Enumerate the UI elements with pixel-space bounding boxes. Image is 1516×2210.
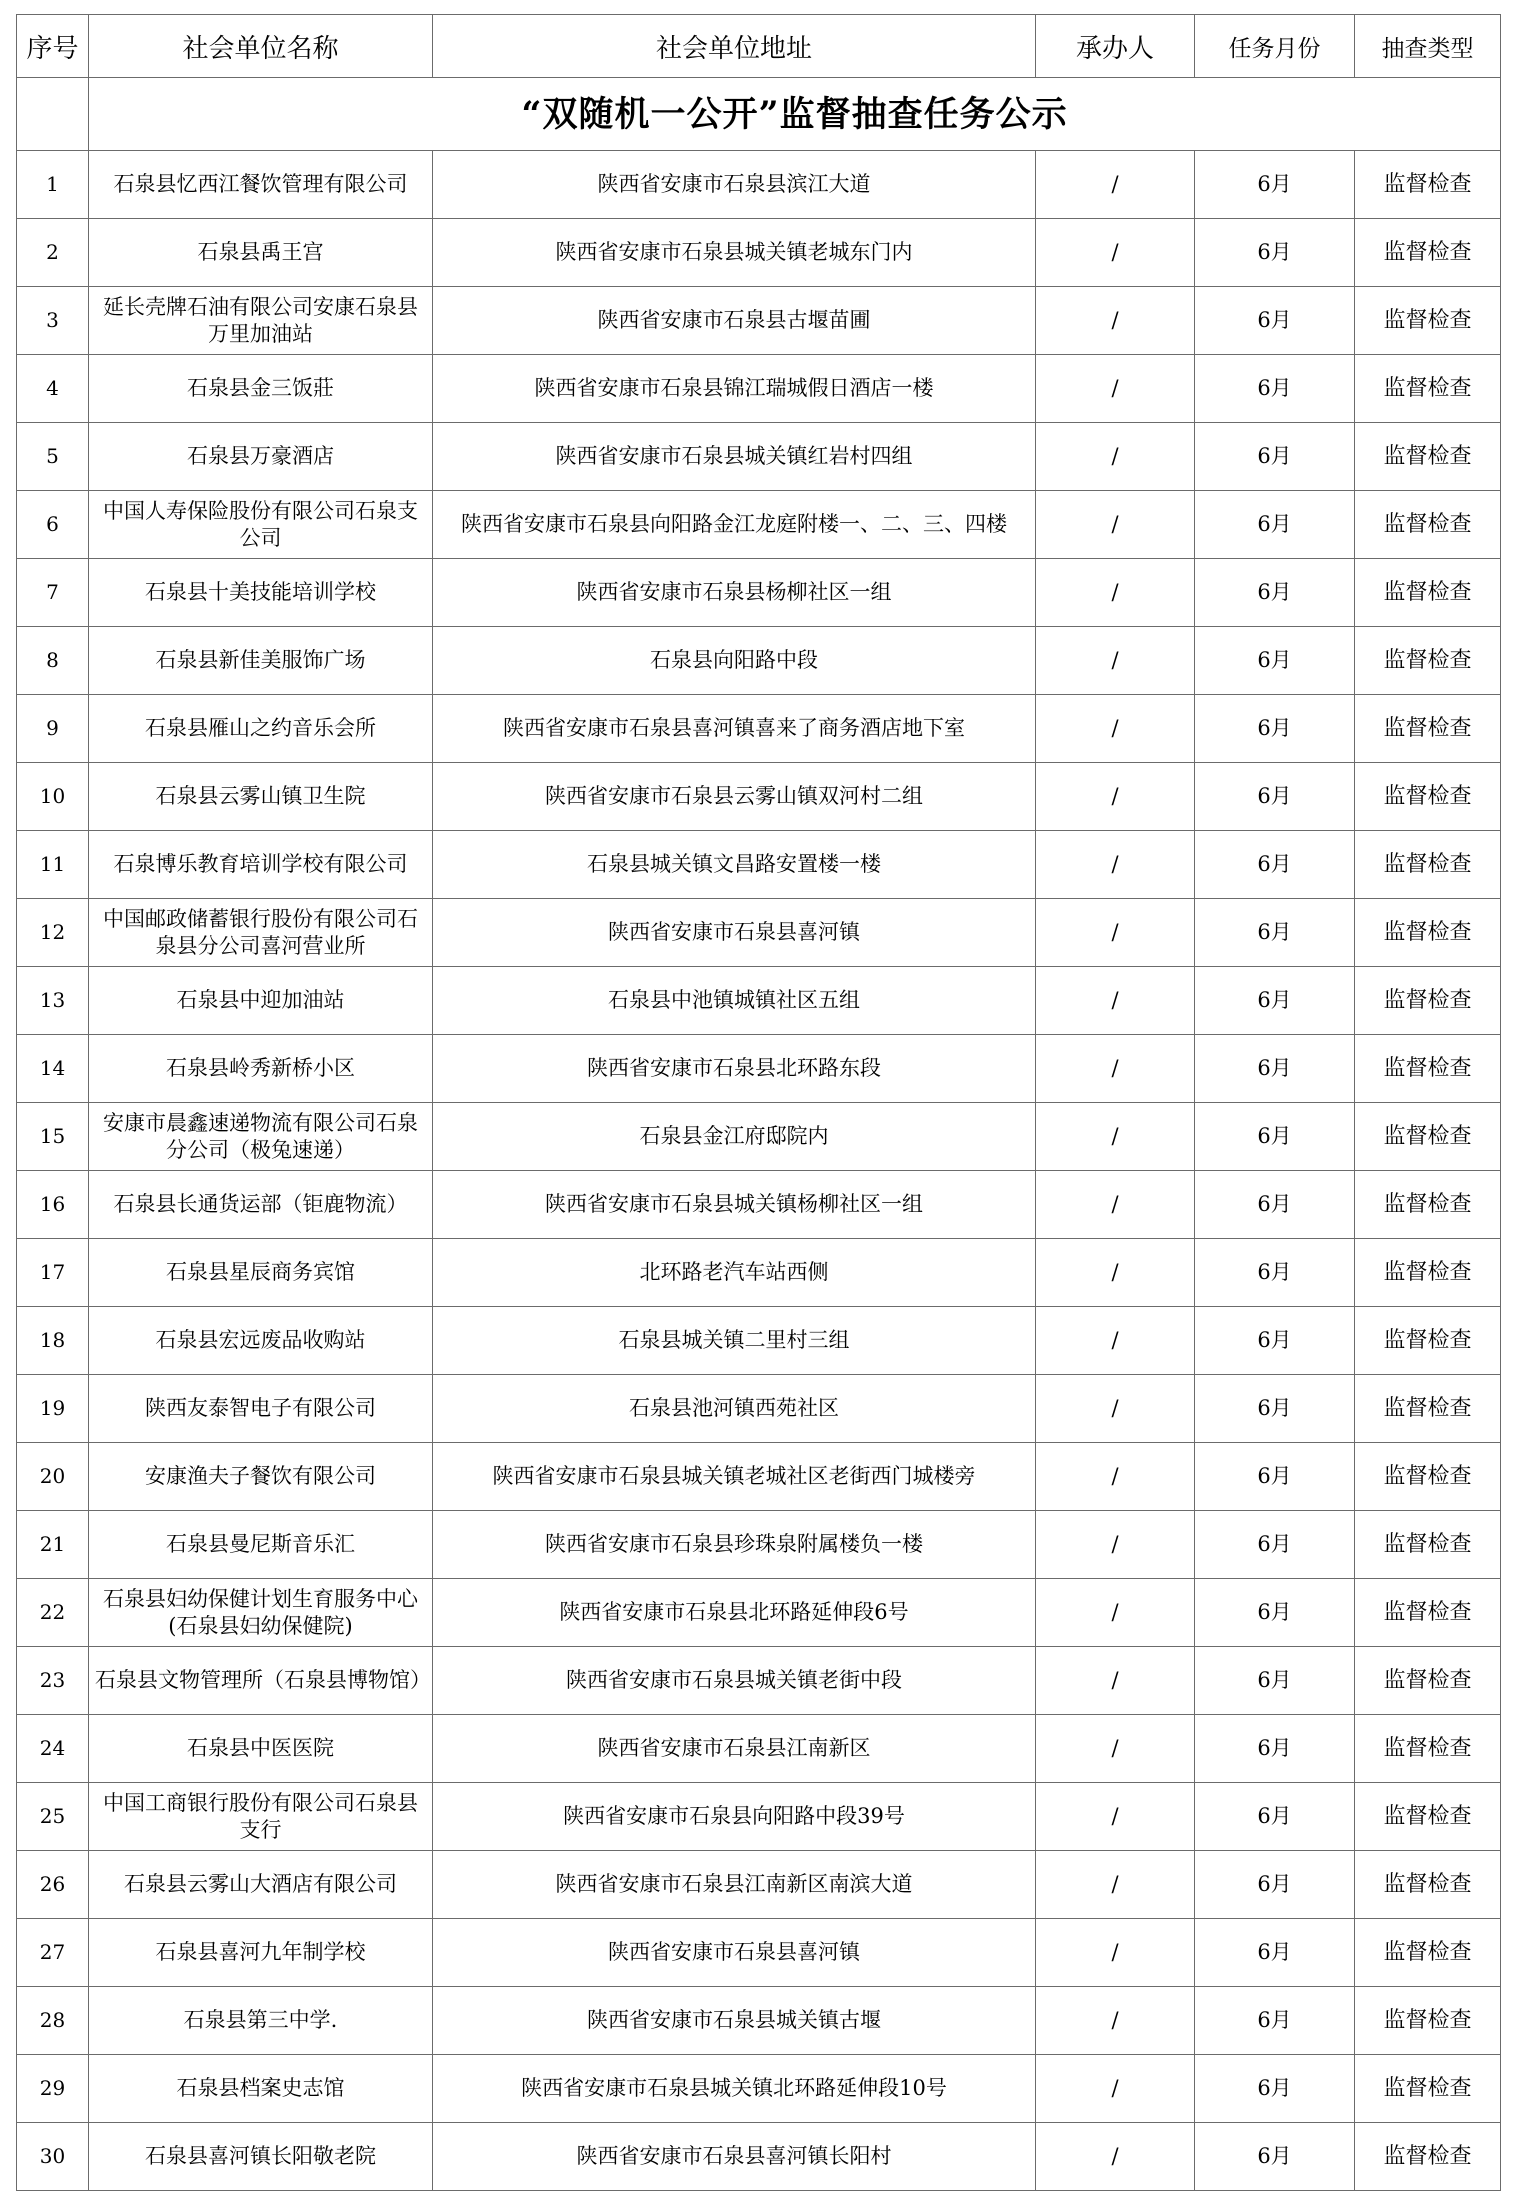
cell-unit-name: 中国人寿保险股份有限公司石泉支公司	[89, 491, 433, 559]
cell-unit-name: 陕西友泰智电子有限公司	[89, 1375, 433, 1443]
table-row	[17, 559, 1501, 627]
cell-unit-address: 陕西省安康市石泉县城关镇老街中段	[433, 1647, 1036, 1715]
cell-task-month: 6月	[1195, 1443, 1355, 1511]
table-row	[17, 1035, 1501, 1103]
cell-unit-name: 石泉县忆西江餐饮管理有限公司	[89, 151, 433, 219]
cell-seq: 26	[17, 1851, 89, 1919]
table-row	[17, 1375, 1501, 1443]
cell-handler: /	[1036, 2123, 1195, 2191]
cell-unit-address: 石泉县金江府邸院内	[433, 1103, 1036, 1171]
table-body	[17, 151, 1501, 2191]
cell-seq: 10	[17, 763, 89, 831]
cell-task-month: 6月	[1195, 1307, 1355, 1375]
cell-unit-name: 石泉县中迎加油站	[89, 967, 433, 1035]
cell-handler: /	[1036, 1851, 1195, 1919]
cell-seq: 8	[17, 627, 89, 695]
cell-check-type: 监督检查	[1355, 1511, 1501, 1579]
cell-unit-name: 延长壳牌石油有限公司安康石泉县万里加油站	[89, 287, 433, 355]
cell-unit-address: 陕西省安康市石泉县锦江瑞城假日酒店一楼	[433, 355, 1036, 423]
cell-check-type: 监督检查	[1355, 1103, 1501, 1171]
table-row	[17, 1579, 1501, 1647]
header-address: 社会单位地址	[433, 15, 1036, 78]
cell-unit-address: 陕西省安康市石泉县江南新区	[433, 1715, 1036, 1783]
cell-handler: /	[1036, 1307, 1195, 1375]
header-month: 任务月份	[1195, 15, 1355, 78]
cell-seq: 1	[17, 151, 89, 219]
cell-unit-name: 石泉博乐教育培训学校有限公司	[89, 831, 433, 899]
cell-handler: /	[1036, 2055, 1195, 2123]
cell-handler: /	[1036, 1443, 1195, 1511]
cell-task-month: 6月	[1195, 831, 1355, 899]
cell-seq: 29	[17, 2055, 89, 2123]
cell-unit-address: 陕西省安康市石泉县古堰苗圃	[433, 287, 1036, 355]
cell-handler: /	[1036, 219, 1195, 287]
cell-handler: /	[1036, 1103, 1195, 1171]
table-row	[17, 1511, 1501, 1579]
cell-handler: /	[1036, 1239, 1195, 1307]
cell-seq: 24	[17, 1715, 89, 1783]
cell-unit-address: 石泉县向阳路中段	[433, 627, 1036, 695]
cell-check-type: 监督检查	[1355, 491, 1501, 559]
cell-unit-address: 陕西省安康市石泉县北环路东段	[433, 1035, 1036, 1103]
cell-task-month: 6月	[1195, 1715, 1355, 1783]
table-row	[17, 1307, 1501, 1375]
table-row	[17, 2123, 1501, 2191]
cell-unit-name: 石泉县档案史志馆	[89, 2055, 433, 2123]
cell-handler: /	[1036, 559, 1195, 627]
cell-unit-name: 石泉县新佳美服饰广场	[89, 627, 433, 695]
cell-handler: /	[1036, 355, 1195, 423]
cell-unit-address: 陕西省安康市石泉县喜河镇	[433, 1919, 1036, 1987]
cell-unit-name: 安康渔夫子餐饮有限公司	[89, 1443, 433, 1511]
cell-unit-name: 石泉县星辰商务宾馆	[89, 1239, 433, 1307]
table-row	[17, 1987, 1501, 2055]
table-row	[17, 695, 1501, 763]
title-spacer	[17, 78, 89, 151]
cell-task-month: 6月	[1195, 1103, 1355, 1171]
table-row	[17, 2055, 1501, 2123]
table-row	[17, 763, 1501, 831]
cell-check-type: 监督检查	[1355, 1171, 1501, 1239]
cell-check-type: 监督检查	[1355, 899, 1501, 967]
cell-check-type: 监督检查	[1355, 1443, 1501, 1511]
cell-handler: /	[1036, 763, 1195, 831]
cell-handler: /	[1036, 1987, 1195, 2055]
cell-unit-name: 石泉县文物管理所（石泉县博物馆）	[89, 1647, 433, 1715]
cell-handler: /	[1036, 967, 1195, 1035]
cell-check-type: 监督检查	[1355, 423, 1501, 491]
cell-check-type: 监督检查	[1355, 1375, 1501, 1443]
cell-unit-address: 石泉县城关镇文昌路安置楼一楼	[433, 831, 1036, 899]
cell-check-type: 监督检查	[1355, 355, 1501, 423]
cell-task-month: 6月	[1195, 423, 1355, 491]
cell-seq: 17	[17, 1239, 89, 1307]
cell-seq: 25	[17, 1783, 89, 1851]
header-handler: 承办人	[1036, 15, 1195, 78]
cell-check-type: 监督检查	[1355, 1783, 1501, 1851]
table-row	[17, 491, 1501, 559]
cell-unit-name: 安康市晨鑫速递物流有限公司石泉分公司（极兔速递）	[89, 1103, 433, 1171]
cell-task-month: 6月	[1195, 1511, 1355, 1579]
cell-task-month: 6月	[1195, 967, 1355, 1035]
cell-handler: /	[1036, 1579, 1195, 1647]
cell-unit-address: 陕西省安康市石泉县城关镇老城东门内	[433, 219, 1036, 287]
cell-handler: /	[1036, 627, 1195, 695]
cell-check-type: 监督检查	[1355, 2123, 1501, 2191]
cell-unit-address: 陕西省安康市石泉县城关镇杨柳社区一组	[433, 1171, 1036, 1239]
cell-check-type: 监督检查	[1355, 967, 1501, 1035]
cell-task-month: 6月	[1195, 2123, 1355, 2191]
cell-unit-address: 陕西省安康市石泉县城关镇北环路延伸段10号	[433, 2055, 1036, 2123]
table-row	[17, 1919, 1501, 1987]
cell-unit-address: 陕西省安康市石泉县滨江大道	[433, 151, 1036, 219]
cell-unit-address: 陕西省安康市石泉县珍珠泉附属楼负一楼	[433, 1511, 1036, 1579]
table-row	[17, 1783, 1501, 1851]
cell-task-month: 6月	[1195, 151, 1355, 219]
cell-check-type: 监督检查	[1355, 2055, 1501, 2123]
cell-task-month: 6月	[1195, 899, 1355, 967]
cell-task-month: 6月	[1195, 491, 1355, 559]
cell-unit-name: 石泉县第三中学.	[89, 1987, 433, 2055]
title-row	[17, 78, 1501, 151]
cell-unit-name: 石泉县金三饭莊	[89, 355, 433, 423]
cell-handler: /	[1036, 1511, 1195, 1579]
cell-unit-address: 陕西省安康市石泉县城关镇老城社区老街西门城楼旁	[433, 1443, 1036, 1511]
cell-check-type: 监督检查	[1355, 1239, 1501, 1307]
cell-handler: /	[1036, 695, 1195, 763]
cell-task-month: 6月	[1195, 1579, 1355, 1647]
cell-seq: 27	[17, 1919, 89, 1987]
cell-check-type: 监督检查	[1355, 287, 1501, 355]
cell-seq: 20	[17, 1443, 89, 1511]
table-row	[17, 1171, 1501, 1239]
cell-seq: 19	[17, 1375, 89, 1443]
cell-seq: 12	[17, 899, 89, 967]
table-row	[17, 627, 1501, 695]
table-row	[17, 831, 1501, 899]
table-row	[17, 151, 1501, 219]
cell-unit-name: 石泉县禹王宫	[89, 219, 433, 287]
cell-seq: 4	[17, 355, 89, 423]
cell-check-type: 监督检查	[1355, 1851, 1501, 1919]
table-row	[17, 967, 1501, 1035]
cell-seq: 6	[17, 491, 89, 559]
cell-seq: 3	[17, 287, 89, 355]
cell-unit-name: 石泉县云雾山大酒店有限公司	[89, 1851, 433, 1919]
cell-unit-name: 石泉县十美技能培训学校	[89, 559, 433, 627]
cell-handler: /	[1036, 287, 1195, 355]
cell-unit-name: 石泉县喜河镇长阳敬老院	[89, 2123, 433, 2191]
cell-check-type: 监督检查	[1355, 1579, 1501, 1647]
cell-unit-name: 中国工商银行股份有限公司石泉县支行	[89, 1783, 433, 1851]
cell-seq: 28	[17, 1987, 89, 2055]
cell-seq: 15	[17, 1103, 89, 1171]
cell-task-month: 6月	[1195, 695, 1355, 763]
cell-task-month: 6月	[1195, 1647, 1355, 1715]
cell-check-type: 监督检查	[1355, 151, 1501, 219]
cell-check-type: 监督检查	[1355, 627, 1501, 695]
cell-task-month: 6月	[1195, 1375, 1355, 1443]
table-row	[17, 287, 1501, 355]
cell-handler: /	[1036, 1171, 1195, 1239]
cell-handler: /	[1036, 1715, 1195, 1783]
cell-task-month: 6月	[1195, 559, 1355, 627]
cell-check-type: 监督检查	[1355, 763, 1501, 831]
cell-check-type: 监督检查	[1355, 219, 1501, 287]
cell-seq: 21	[17, 1511, 89, 1579]
cell-unit-address: 陕西省安康市石泉县云雾山镇双河村二组	[433, 763, 1036, 831]
cell-unit-address: 陕西省安康市石泉县城关镇古堰	[433, 1987, 1036, 2055]
cell-seq: 7	[17, 559, 89, 627]
cell-unit-name: 石泉县长通货运部（钜鹿物流）	[89, 1171, 433, 1239]
header-type: 抽查类型	[1355, 15, 1501, 78]
cell-seq: 22	[17, 1579, 89, 1647]
table-row	[17, 219, 1501, 287]
cell-task-month: 6月	[1195, 219, 1355, 287]
table-row	[17, 1715, 1501, 1783]
table-row	[17, 1443, 1501, 1511]
cell-handler: /	[1036, 1783, 1195, 1851]
cell-check-type: 监督检查	[1355, 559, 1501, 627]
cell-handler: /	[1036, 1035, 1195, 1103]
header-name: 社会单位名称	[89, 15, 433, 78]
cell-unit-address: 陕西省安康市石泉县城关镇红岩村四组	[433, 423, 1036, 491]
cell-unit-name: 石泉县中医医院	[89, 1715, 433, 1783]
cell-task-month: 6月	[1195, 2055, 1355, 2123]
page-title: “双随机一公开”监督抽查任务公示	[89, 78, 1501, 151]
cell-unit-address: 北环路老汽车站西侧	[433, 1239, 1036, 1307]
cell-seq: 5	[17, 423, 89, 491]
cell-unit-address: 陕西省安康市石泉县喜河镇长阳村	[433, 2123, 1036, 2191]
cell-unit-name: 石泉县岭秀新桥小区	[89, 1035, 433, 1103]
cell-handler: /	[1036, 151, 1195, 219]
cell-task-month: 6月	[1195, 1171, 1355, 1239]
cell-task-month: 6月	[1195, 1035, 1355, 1103]
cell-seq: 11	[17, 831, 89, 899]
cell-handler: /	[1036, 491, 1195, 559]
cell-seq: 23	[17, 1647, 89, 1715]
cell-handler: /	[1036, 831, 1195, 899]
table-row	[17, 355, 1501, 423]
table-row	[17, 1647, 1501, 1715]
cell-task-month: 6月	[1195, 1987, 1355, 2055]
cell-seq: 14	[17, 1035, 89, 1103]
cell-unit-name: 石泉县万豪酒店	[89, 423, 433, 491]
table-row	[17, 1239, 1501, 1307]
cell-unit-name: 石泉县曼尼斯音乐汇	[89, 1511, 433, 1579]
cell-check-type: 监督检查	[1355, 695, 1501, 763]
cell-seq: 2	[17, 219, 89, 287]
cell-handler: /	[1036, 899, 1195, 967]
cell-check-type: 监督检查	[1355, 1919, 1501, 1987]
cell-task-month: 6月	[1195, 763, 1355, 831]
cell-unit-name: 石泉县云雾山镇卫生院	[89, 763, 433, 831]
cell-seq: 13	[17, 967, 89, 1035]
cell-check-type: 监督检查	[1355, 1715, 1501, 1783]
cell-task-month: 6月	[1195, 1851, 1355, 1919]
header-row	[17, 15, 1501, 78]
cell-task-month: 6月	[1195, 627, 1355, 695]
table-row	[17, 423, 1501, 491]
cell-seq: 16	[17, 1171, 89, 1239]
cell-task-month: 6月	[1195, 1919, 1355, 1987]
cell-unit-address: 陕西省安康市石泉县喜河镇	[433, 899, 1036, 967]
cell-check-type: 监督检查	[1355, 1647, 1501, 1715]
header-seq: 序号	[17, 15, 89, 78]
cell-unit-address: 石泉县中池镇城镇社区五组	[433, 967, 1036, 1035]
cell-task-month: 6月	[1195, 287, 1355, 355]
task-table	[16, 14, 1501, 2191]
cell-handler: /	[1036, 1647, 1195, 1715]
cell-unit-address: 陕西省安康市石泉县喜河镇喜来了商务酒店地下室	[433, 695, 1036, 763]
cell-unit-address: 陕西省安康市石泉县杨柳社区一组	[433, 559, 1036, 627]
table-row	[17, 1103, 1501, 1171]
cell-check-type: 监督检查	[1355, 1035, 1501, 1103]
cell-check-type: 监督检查	[1355, 1987, 1501, 2055]
cell-unit-address: 石泉县池河镇西苑社区	[433, 1375, 1036, 1443]
cell-handler: /	[1036, 1919, 1195, 1987]
cell-seq: 18	[17, 1307, 89, 1375]
cell-unit-address: 陕西省安康市石泉县向阳路中段39号	[433, 1783, 1036, 1851]
cell-check-type: 监督检查	[1355, 1307, 1501, 1375]
table-row	[17, 1851, 1501, 1919]
cell-task-month: 6月	[1195, 1783, 1355, 1851]
cell-unit-address: 陕西省安康市石泉县北环路延伸段6号	[433, 1579, 1036, 1647]
cell-unit-name: 石泉县雁山之约音乐会所	[89, 695, 433, 763]
cell-task-month: 6月	[1195, 355, 1355, 423]
cell-handler: /	[1036, 1375, 1195, 1443]
table-row	[17, 899, 1501, 967]
cell-unit-address: 陕西省安康市石泉县向阳路金江龙庭附楼一、二、三、四楼	[433, 491, 1036, 559]
cell-unit-name: 石泉县妇幼保健计划生育服务中心(石泉县妇幼保健院)	[89, 1579, 433, 1647]
cell-unit-name: 石泉县宏远废品收购站	[89, 1307, 433, 1375]
cell-seq: 9	[17, 695, 89, 763]
cell-unit-name: 石泉县喜河九年制学校	[89, 1919, 433, 1987]
cell-task-month: 6月	[1195, 1239, 1355, 1307]
cell-unit-address: 石泉县城关镇二里村三组	[433, 1307, 1036, 1375]
cell-check-type: 监督检查	[1355, 831, 1501, 899]
cell-handler: /	[1036, 423, 1195, 491]
cell-unit-name: 中国邮政储蓄银行股份有限公司石泉县分公司喜河营业所	[89, 899, 433, 967]
cell-seq: 30	[17, 2123, 89, 2191]
cell-unit-address: 陕西省安康市石泉县江南新区南滨大道	[433, 1851, 1036, 1919]
